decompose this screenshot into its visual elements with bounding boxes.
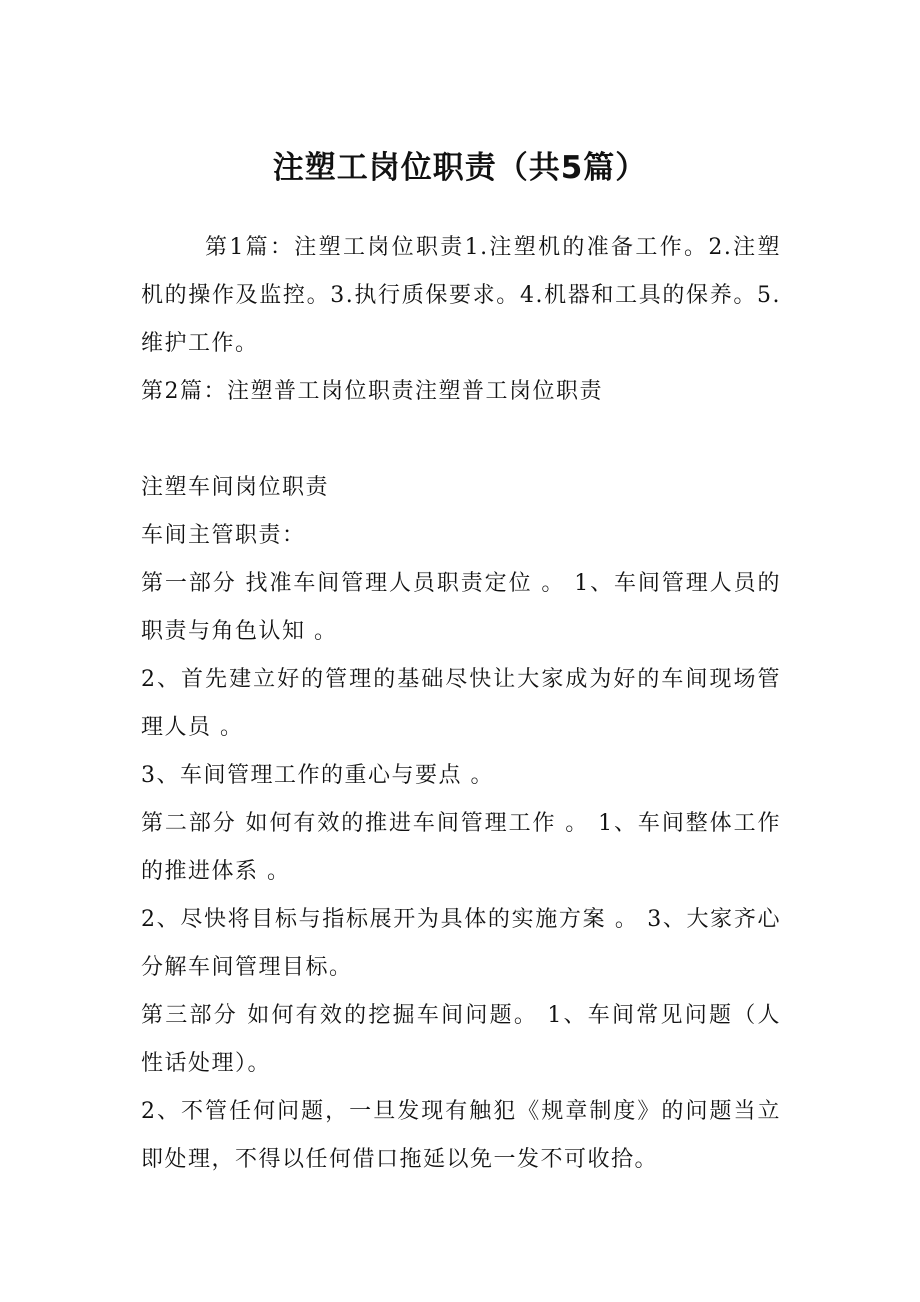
paragraph-6: 2、首先建立好的管理的基础尽快让大家成为好的车间现场管理人员 。 (141, 667, 781, 740)
paragraph-1: 第1篇：注塑工岗位职责1.注塑机的准备工作。2.注塑机的操作及监控。3.执行质保要求。4.机器和工具的保养。5.维护工作。 (141, 235, 781, 356)
paragraph-5: 第一部分 找准车间管理人员职责定位 。 1、车间管理人员的职责与角色认知 。 (141, 571, 781, 644)
paragraph-3: 注塑车间岗位职责 (141, 475, 330, 500)
paragraph-7: 3、车间管理工作的重心与要点 。 (141, 763, 494, 788)
paragraph-11: 2、不管任何问题，一旦发现有触犯《规章制度》的问题当立即处理，不得以任何借口拖延以免一发不可收拾。 (141, 1099, 781, 1172)
document-title: 注塑工岗位职责（共5篇） (272, 150, 648, 186)
document-body (141, 224, 781, 1184)
paragraph-8: 第二部分 如何有效的推进车间管理工作 。 1、车间整体工作的推进体系 。 (141, 811, 781, 884)
paragraph-10: 第三部分 如何有效的挖掘车间问题。 1、车间常见问题（人性话处理）。 (141, 1003, 781, 1076)
blank-line (141, 416, 781, 464)
paragraph-4: 车间主管职责： (141, 523, 306, 548)
paragraph-2: 第2篇：注塑普工岗位职责注塑普工岗位职责 (141, 379, 603, 404)
paragraph-9: 2、尽快将目标与指标展开为具体的实施方案 。 3、大家齐心分解车间管理目标。 (141, 907, 781, 980)
